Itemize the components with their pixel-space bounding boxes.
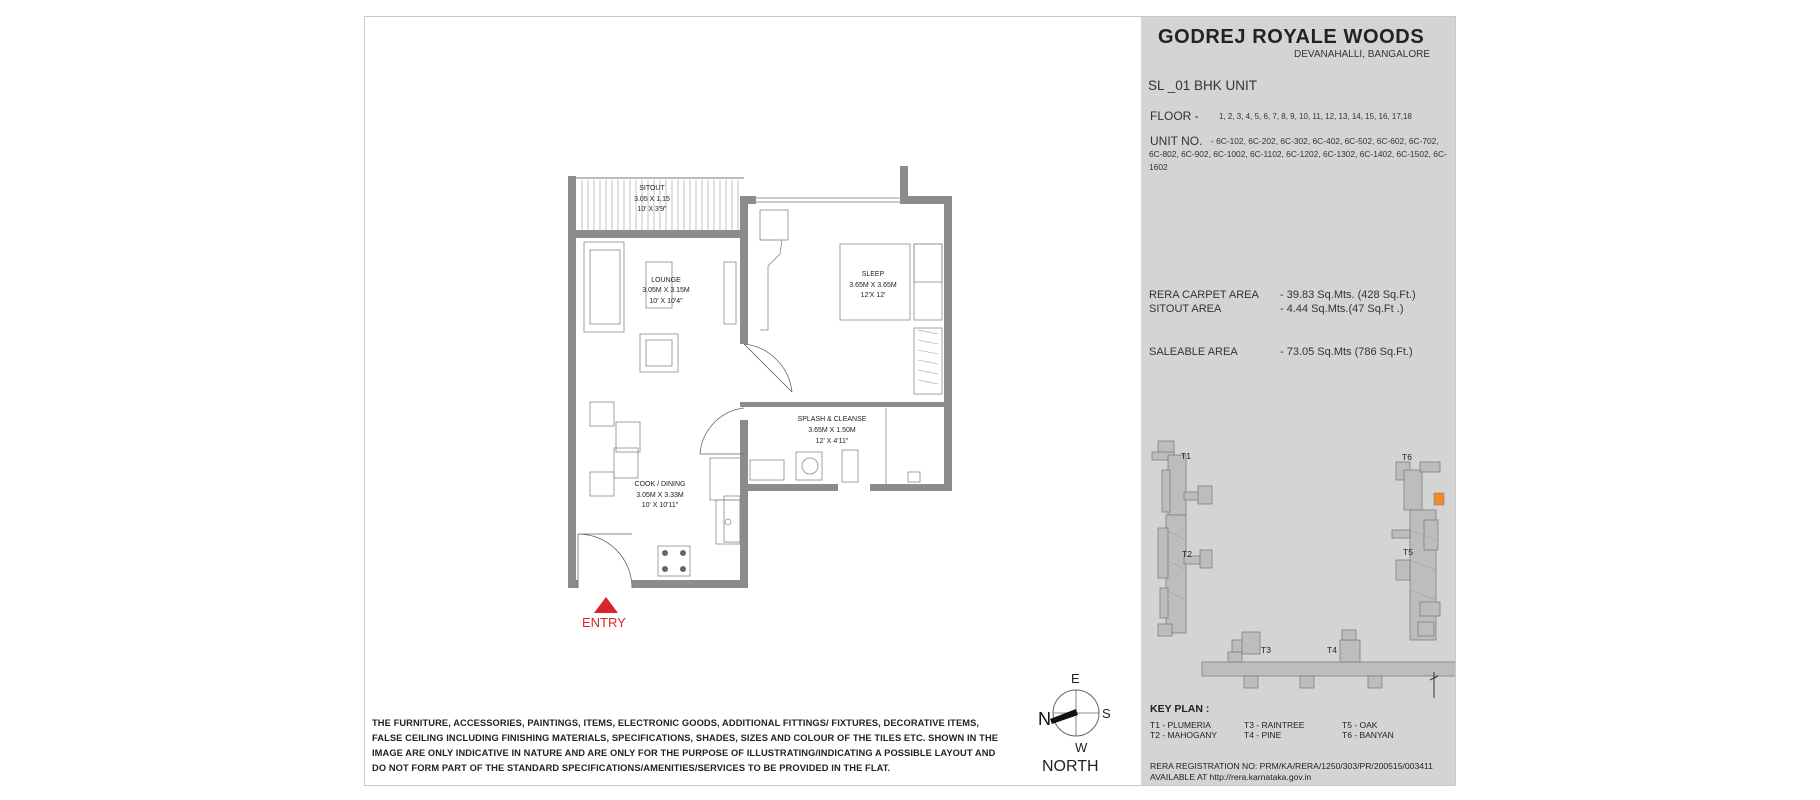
area-value: - 39.83 Sq.Mts. (428 Sq.Ft.)	[1280, 289, 1416, 301]
tower-t2: T2	[1182, 549, 1192, 559]
key-plan-item: T5 - OAK	[1342, 720, 1378, 730]
compass-e: E	[1071, 671, 1080, 686]
floor-label: FLOOR -	[1150, 109, 1199, 123]
hob-icon	[662, 550, 686, 572]
key-plan-item: T3 - RAINTREE	[1244, 720, 1305, 730]
key-plan-item: T1 - PLUMERIA	[1150, 720, 1211, 730]
cook-name: COOK / DINING	[634, 481, 686, 488]
cook-dim-m: 3.05M X 3.33M	[636, 492, 684, 499]
compass-s: S	[1102, 706, 1111, 721]
splash-name: SPLASH & CLEANSE	[797, 416, 867, 423]
lounge-dim-m: 3.05M X 3.15M	[642, 287, 690, 294]
key-plan-map	[1141, 432, 1455, 702]
key-plan-item: T6 - BANYAN	[1342, 730, 1394, 740]
sleep-dim-ft: 12'X 12'	[860, 292, 886, 299]
rera-line-2: AVAILABLE AT http://rera.karnataka.gov.in	[1150, 772, 1312, 782]
unit-no-label: UNIT NO.	[1150, 134, 1203, 148]
lounge-name: LOUNGE	[651, 277, 681, 284]
key-plan-item: T4 - PINE	[1244, 730, 1282, 740]
tower-t6: T6	[1402, 452, 1412, 462]
entry-label: ENTRY	[582, 615, 626, 630]
tower-t3: T3	[1261, 645, 1271, 655]
key-plan-header: KEY PLAN :	[1150, 703, 1210, 715]
tower-t4: T4	[1327, 645, 1337, 655]
tower-t5: T5	[1403, 547, 1413, 557]
project-title: GODREJ ROYALE WOODS	[1158, 26, 1425, 48]
disclaimer-text: THE FURNITURE, ACCESSORIES, PAINTINGS, ITEMS, ELECTRONIC GOODS, ADDITIONAL FITTINGS/ FIXTURES, DECORATIVE ITEMS, FALSE CEILING INCLUDING FINISHING MATERIALS, SPECIFICATIONS, SHADES, SIZES AND COLOUR OF THE TILES ETC. SHOWN IN THE IMAGE ARE ONLY INDICATIVE IN NATURE AND ARE ONLY FOR THE PURPOSE OF ILLUSTRATING/INDICATING A POSSIBLE LAYOUT AND DO NOT FORM PART OF THE STANDARD SPECIFICATIONS/AMENITIES/SERVICES TO BE PROVIDED IN THE FLAT.	[372, 718, 999, 773]
rera-line-1: RERA REGISTRATION NO: PRM/KA/RERA/1250/303/PR/200515/003411	[1150, 761, 1433, 771]
floor-plan	[364, 16, 1044, 666]
area-value: - 73.05 Sq.Mts (786 Sq.Ft.)	[1280, 346, 1413, 358]
compass-icon	[1030, 668, 1120, 758]
compass-n: N	[1038, 709, 1051, 729]
area-value: - 4.44 Sq.Mts.(47 Sq.Ft .)	[1280, 303, 1404, 315]
furniture	[584, 210, 942, 576]
sitout-dim-m: 3.05 X 1.15	[634, 196, 670, 203]
entry-arrow-icon	[594, 597, 618, 613]
unit-type: SL _01 BHK UNIT	[1148, 78, 1258, 93]
sitout-dim-ft: 10' X 3'9"	[637, 206, 667, 213]
key-plan-item: T2 - MAHOGANY	[1150, 730, 1218, 740]
sleep-name: SLEEP	[861, 271, 885, 278]
tower-t1: T1	[1181, 451, 1191, 461]
lounge-dim-ft: 10' X 10'4"	[649, 298, 683, 305]
splash-dim-ft: 12' X 4'11"	[815, 438, 849, 445]
highlighted-unit	[1434, 493, 1444, 505]
splash-dim-m: 3.65M X 1.50M	[808, 427, 856, 434]
area-label: SITOUT AREA	[1149, 303, 1222, 315]
unit-numbers: - 6C-102, 6C-202, 6C-302, 6C-402, 6C-502, 6C-602, 6C-702, 6C-802, 6C-902, 6C-1002, 6C-1102, 6C-1202, 6C-1302, 6C-1402, 6C-1502, 6C-1602	[1149, 136, 1447, 172]
compass-w: W	[1075, 740, 1088, 755]
north-caption: NORTH	[1042, 758, 1099, 775]
sleep-dim-m: 3.65M X 3.65M	[849, 282, 897, 289]
rera-registration	[1150, 761, 1433, 783]
area-label: SALEABLE AREA	[1149, 346, 1238, 358]
sitout-name: SITOUT	[639, 185, 665, 192]
area-label: RERA CARPET AREA	[1149, 289, 1259, 301]
project-location: DEVANAHALLI, BANGALORE	[1294, 49, 1430, 60]
floor-values: 1, 2, 3, 4, 5, 6, 7, 8, 9, 10, 11, 12, 13, 14, 15, 16, 17,18	[1219, 112, 1412, 121]
cook-dim-ft: 10' X 10'11"	[641, 502, 679, 509]
